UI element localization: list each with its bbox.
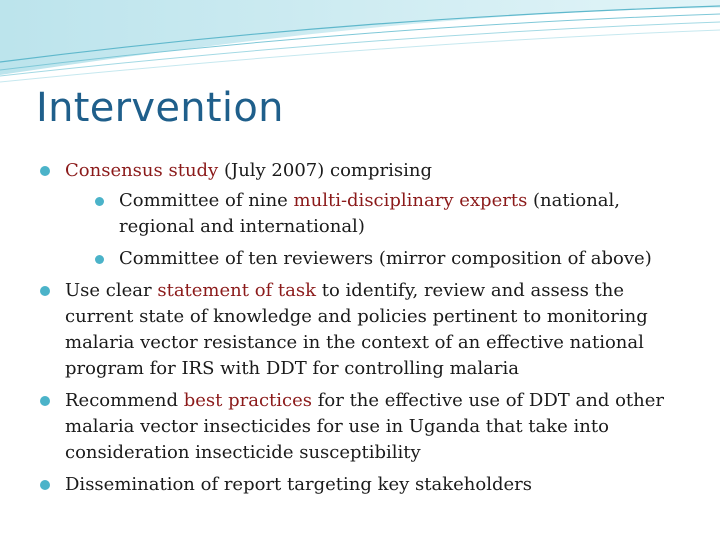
bullet-text: for the effective use of DDT and other malaria vector insecticides for use in Uganda that take into consideration insecticide susceptibility [65,390,664,463]
sub-bullet-list [65,188,690,272]
slide-body [40,158,690,504]
bullet-highlight: best practices [183,390,313,411]
bullet-text: to identify, review and assess the current state of knowledge and policies pertinent to monitoring malaria vector resistance in the context of an effective national program for IRS with DDT for controlling malaria [65,280,648,379]
bullet-icon [40,396,50,406]
bullet-item [40,158,690,272]
bullet-icon [40,166,50,176]
sub-bullet-item [95,188,690,240]
bullet-icon [95,255,104,264]
sub-bullet-text: (national, regional and international) [119,190,621,237]
bullet-list [40,158,690,498]
bullet-item [40,472,690,498]
header-wave-decoration [0,0,720,90]
bullet-item [40,388,690,466]
sub-bullet-item [95,246,690,272]
bullet-text: (July 2007) comprising [218,160,432,181]
sub-bullet-text: Committee of ten reviewers (mirror composition of above) [119,248,652,269]
sub-bullet-highlight: multi-disciplinary experts [293,190,528,211]
bullet-icon [40,480,50,490]
bullet-highlight: statement of task [157,280,317,301]
bullet-icon [95,197,104,206]
bullet-highlight: Consensus study [65,160,219,181]
bullet-item [40,278,690,382]
bullet-icon [40,286,50,296]
bullet-text: Use clear [65,280,158,301]
bullet-text: Recommend [65,390,184,411]
sub-bullet-text: Committee of nine [119,190,294,211]
bullet-text: Dissemination of report targeting key stakeholders [65,474,532,495]
slide-title: Intervention [36,85,284,131]
